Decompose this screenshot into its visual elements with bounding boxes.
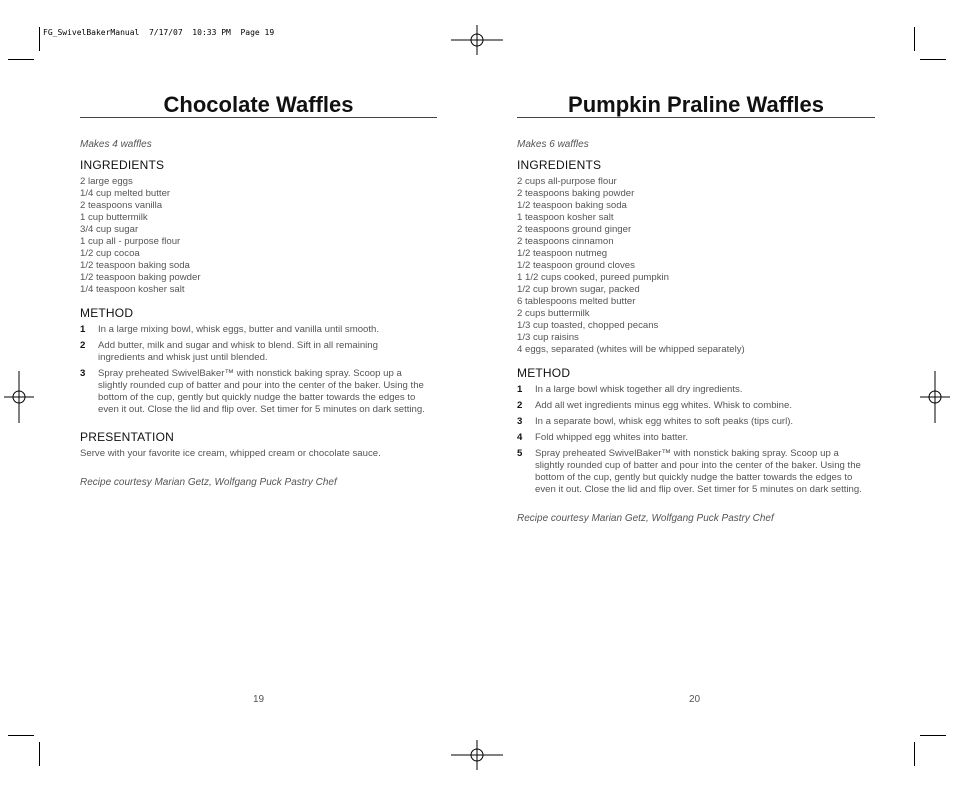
ingredient-item: 1/3 cup toasted, chopped pecans xyxy=(517,320,659,331)
step-number: 1 xyxy=(80,324,86,335)
step-text: Add all wet ingredients minus egg whites. Whisk to combine. xyxy=(535,400,793,411)
step-number: 1 xyxy=(517,384,523,395)
recipe-credit: Recipe courtesy Marian Getz, Wolfgang Puck Pastry Chef xyxy=(517,513,774,524)
page-number: 19 xyxy=(253,694,265,705)
ingredient-item: 1 1/2 cups cooked, pureed pumpkin xyxy=(517,272,670,283)
ingredient-item: 2 cups buttermilk xyxy=(517,308,590,319)
ingredient-item: 2 teaspoons cinnamon xyxy=(517,236,614,247)
ingredients-list xyxy=(80,176,437,296)
right-page xyxy=(517,92,875,524)
ingredient-item: 1 cup all - purpose flour xyxy=(80,236,181,247)
method-step xyxy=(517,416,875,428)
page-number: 20 xyxy=(689,694,701,705)
ingredient-item: 1 cup buttermilk xyxy=(80,212,148,223)
ingredient-item: 1 teaspoon kosher salt xyxy=(517,212,614,223)
step-text: In a separate bowl, whisk egg whites to soft peaks (tips curl). xyxy=(535,416,794,427)
ingredient-item: 1/2 teaspoon ground cloves xyxy=(517,260,635,271)
yield-note: Makes 6 waffles xyxy=(517,139,589,150)
crop-mark xyxy=(8,735,34,736)
crop-mark xyxy=(39,27,40,51)
method-step xyxy=(517,448,875,496)
method-step xyxy=(80,368,437,416)
ingredient-item: 1/4 teaspoon kosher salt xyxy=(80,284,185,295)
ingredient-item: 2 large eggs xyxy=(80,176,133,187)
registration-mark-icon xyxy=(920,371,950,423)
step-number: 4 xyxy=(517,432,523,443)
ingredient-item: 1/4 cup melted butter xyxy=(80,188,171,199)
recipe-credit: Recipe courtesy Marian Getz, Wolfgang Puck Pastry Chef xyxy=(80,477,337,488)
presentation-text: Serve with your favorite ice cream, whipped cream or chocolate sauce. xyxy=(80,448,381,459)
crop-mark xyxy=(8,59,34,60)
presentation-heading: PRESENTATION xyxy=(80,430,174,444)
step-number: 3 xyxy=(80,368,86,379)
ingredient-item: 6 tablespoons melted butter xyxy=(517,296,636,307)
method-step xyxy=(517,432,875,444)
registration-mark-icon xyxy=(451,740,503,770)
method-step xyxy=(517,400,875,412)
ingredient-item: 1/2 teaspoon baking soda xyxy=(80,260,190,271)
crop-mark xyxy=(39,742,40,766)
ingredient-item: 2 teaspoons vanilla xyxy=(80,200,163,211)
step-number: 2 xyxy=(80,340,86,351)
method-step xyxy=(80,340,437,364)
ingredients-heading: INGREDIENTS xyxy=(80,158,165,172)
ingredient-item: 4 eggs, separated (whites will be whipped separately) xyxy=(517,344,745,355)
ingredients-list xyxy=(517,176,875,356)
ingredient-item: 1/2 cup brown sugar, packed xyxy=(517,284,640,295)
ingredient-item: 1/2 teaspoon baking soda xyxy=(517,200,627,211)
step-text: Spray preheated SwivelBaker™ with nonstick baking spray. Scoop up a slightly rounded cup of batter and pour into the center of the baker. Using the bottom of the cup, gently but quickly nudge the batter towards the edges to even it out. Close the lid and flip over. Set timer for 5 minutes on dark setting. xyxy=(98,368,425,415)
ingredient-item: 1/3 cup raisins xyxy=(517,332,579,343)
crop-mark xyxy=(920,59,946,60)
step-text: In a large bowl whisk together all dry ingredients. xyxy=(535,384,743,395)
method-list xyxy=(80,324,437,416)
crop-mark xyxy=(914,27,915,51)
ingredient-item: 1/2 teaspoon baking powder xyxy=(80,272,201,283)
crop-mark xyxy=(914,742,915,766)
step-text: In a large mixing bowl, whisk eggs, butter and vanilla until smooth. xyxy=(98,324,380,335)
ingredient-item: 2 teaspoons baking powder xyxy=(517,188,635,199)
method-heading: METHOD xyxy=(80,306,134,320)
method-list xyxy=(517,384,875,496)
registration-mark-icon xyxy=(4,371,34,423)
method-step xyxy=(80,324,437,336)
ingredient-item: 1/2 teaspoon nutmeg xyxy=(517,248,608,259)
ingredient-item: 3/4 cup sugar xyxy=(80,224,139,235)
step-number: 5 xyxy=(517,448,523,459)
left-page xyxy=(80,92,437,488)
step-text: Add butter, milk and sugar and whisk to blend. Sift in all remaining ingredients and whisk just until blended. xyxy=(98,340,378,363)
method-heading: METHOD xyxy=(517,366,571,380)
crop-mark xyxy=(920,735,946,736)
method-step xyxy=(517,384,875,396)
print-slug-line: FG_SwivelBakerManual 7/17/07 10:33 PM Page 19 xyxy=(43,28,275,37)
page-title: Chocolate Waffles xyxy=(80,92,437,118)
step-text: Spray preheated SwivelBaker™ with nonstick baking spray. Scoop up a slightly rounded cup of batter and pour into the center of the baker. Using the bottom of the cup, gently but quickly nudge the batter towards the edges to even it out. Close the lid and flip over. Set timer for 5 minutes on dark setting. xyxy=(535,448,862,495)
ingredient-item: 2 teaspoons ground ginger xyxy=(517,224,632,235)
page-title: Pumpkin Praline Waffles xyxy=(517,92,875,118)
step-number: 2 xyxy=(517,400,523,411)
ingredient-item: 1/2 cup cocoa xyxy=(80,248,140,259)
ingredient-item: 2 cups all-purpose flour xyxy=(517,176,617,187)
yield-note: Makes 4 waffles xyxy=(80,139,152,150)
registration-mark-icon xyxy=(451,25,503,55)
ingredients-heading: INGREDIENTS xyxy=(517,158,602,172)
step-text: Fold whipped egg whites into batter. xyxy=(535,432,689,443)
step-number: 3 xyxy=(517,416,523,427)
